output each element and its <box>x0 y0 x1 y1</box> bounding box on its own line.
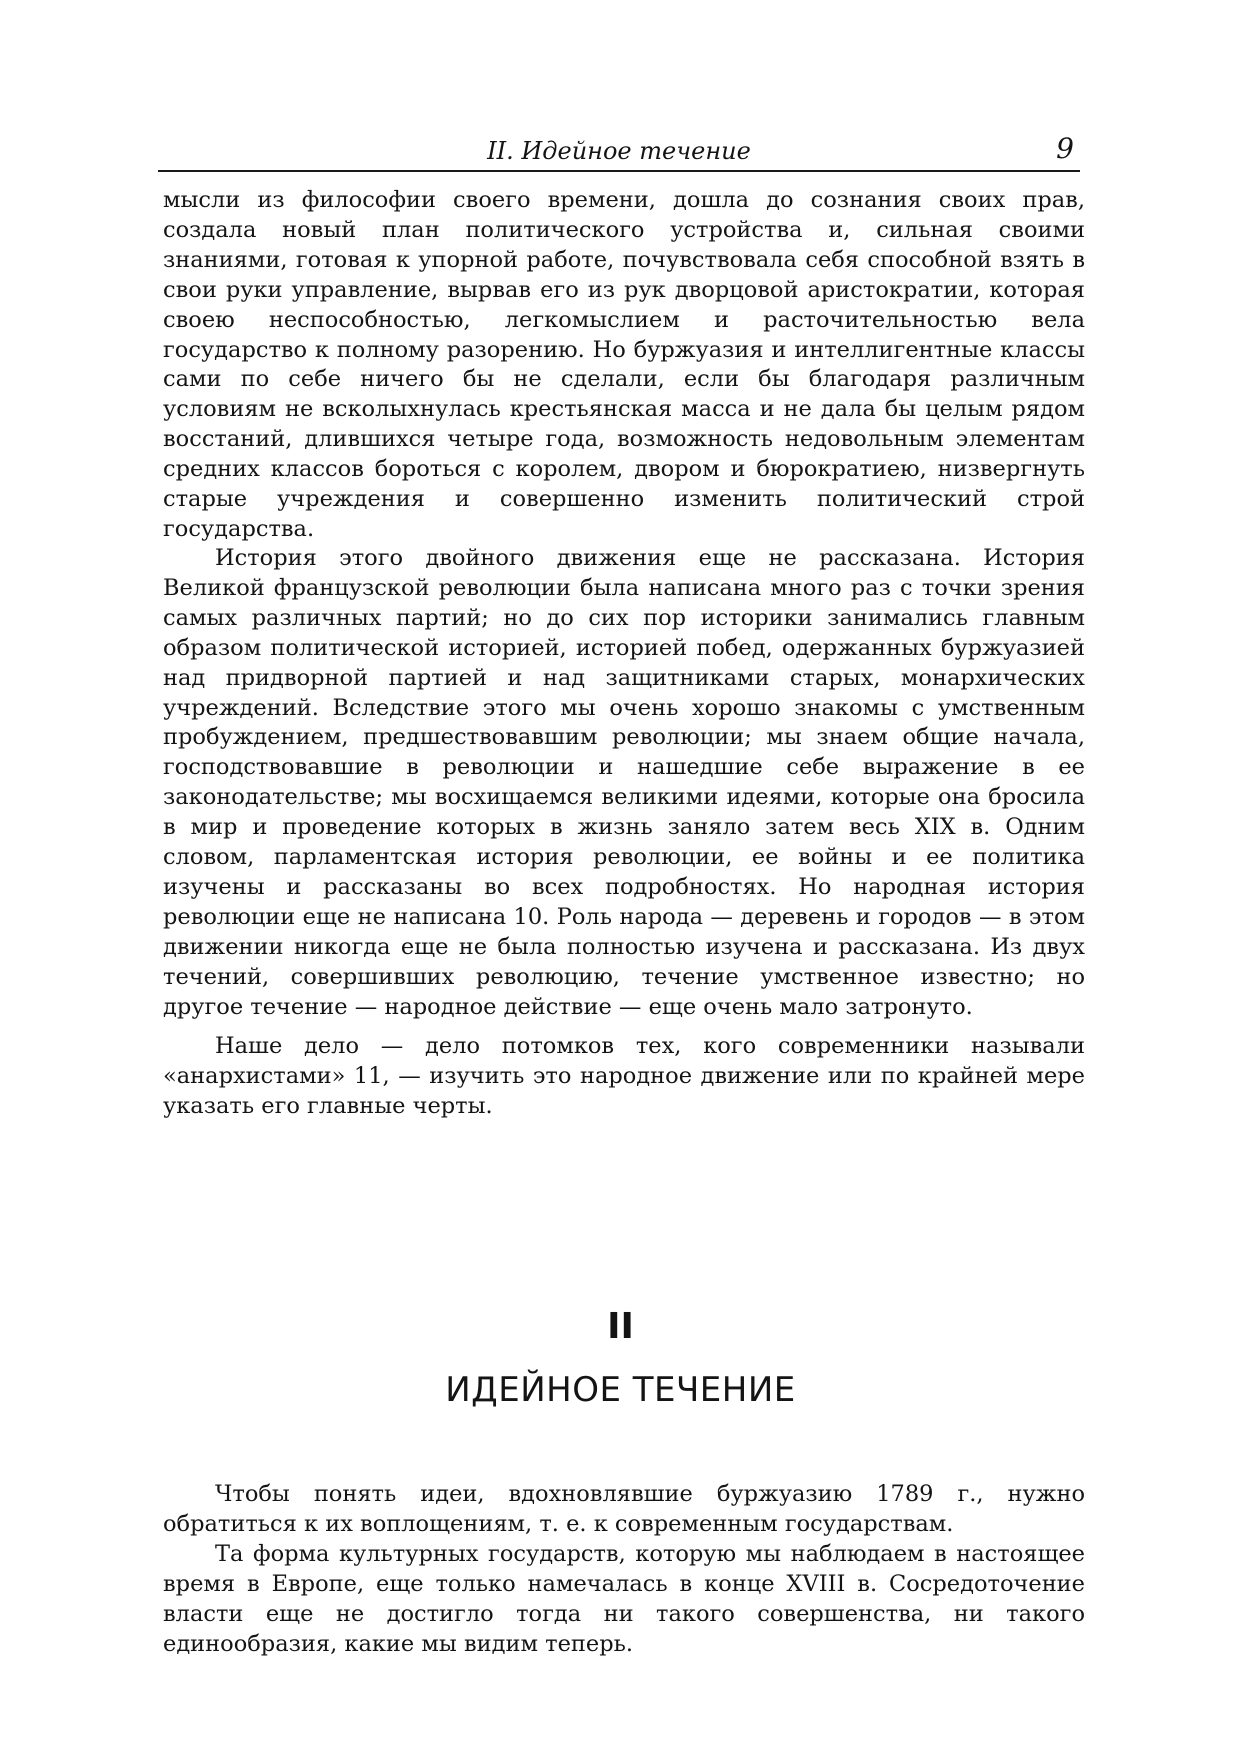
chapter-number: II <box>607 1306 634 1347</box>
page-number: 9 <box>1056 132 1074 165</box>
paragraph-our-task: Наше дело — дело потомков тех, кого современники называли «анархистами» 11, — изучить это народное движение или по крайней мере указать его главные черты. <box>163 1033 1085 1119</box>
chapter-title: ИДЕЙНОЕ ТЕЧЕНИЕ <box>445 1370 796 1410</box>
paragraph-history-of-movement: История этого двойного движения еще не рассказана. История Великой французской революции была написана много раз с точки зрения самых различных партий; но до сих пор историки занимались главным образом политической историей, историей побед, одержанных буржуазией над придворной партией и над защитниками старых, монархических учреждений. Вследствие этого мы очень хорошо знакомы с умственным пробуждением, предшествовавшим революции; мы знаем общие начала, господствовавшие в революции и нашедшие себе выражение в ее законодательстве; мы восхищаемся великими идеями, которые она бросила в мир и проведение которых в жизнь заняло затем весь XIX в. Одним словом, парламентская история революции, ее войны и ее политика изучены и рассказаны во всех подробностях. Но народная история революции еще не написана 10. Роль народа — деревень и городов — в этом движении никогда еще не была полностью изучена и рассказана. Из двух течений, совершивших революцию, течение умственное известно; но другое течение — народное действие — еще очень мало затронуто. <box>163 545 1085 1020</box>
page-header <box>158 126 1080 172</box>
paragraph-chapter-intro: Чтобы понять идеи, вдохновлявшие буржуазию 1789 г., нужно обратиться к их воплощениям, т. е. к современным государствам. <box>163 1481 1085 1537</box>
running-title: II. Идейное течение <box>487 137 751 165</box>
paragraph-state-form: Та форма культурных государств, которую мы наблюдаем в настоящее время в Европе, еще только намечалась в конце XVIII в. Сосредоточение власти еще не достигло тогда ни такого совершенства, ни такого единообразия, какие мы видим теперь. <box>163 1541 1085 1657</box>
paragraph-continuation: мысли из философии своего времени, дошла до сознания своих прав, создала новый план политического устройства и, сильная своими знаниями, готовая к упорной работе, почувствовала себя способной взять в свои руки управление, вырвав его из рук дворцовой аристократии, которая своею неспособностью, легкомыслием и расточительностью вела государство к полному разорению. Но буржуазия и интеллигентные классы сами по себе ничего бы не сделали, если бы благодаря различным условиям не всколыхнулась крестьянская масса и не дала бы целым рядом восстаний, длившихся четыре года, возможность недовольным элементам средних классов бороться с королем, двором и бюрократиею, низвергнуть старые учреждения и совершенно изменить политический строй государства. <box>163 187 1085 542</box>
